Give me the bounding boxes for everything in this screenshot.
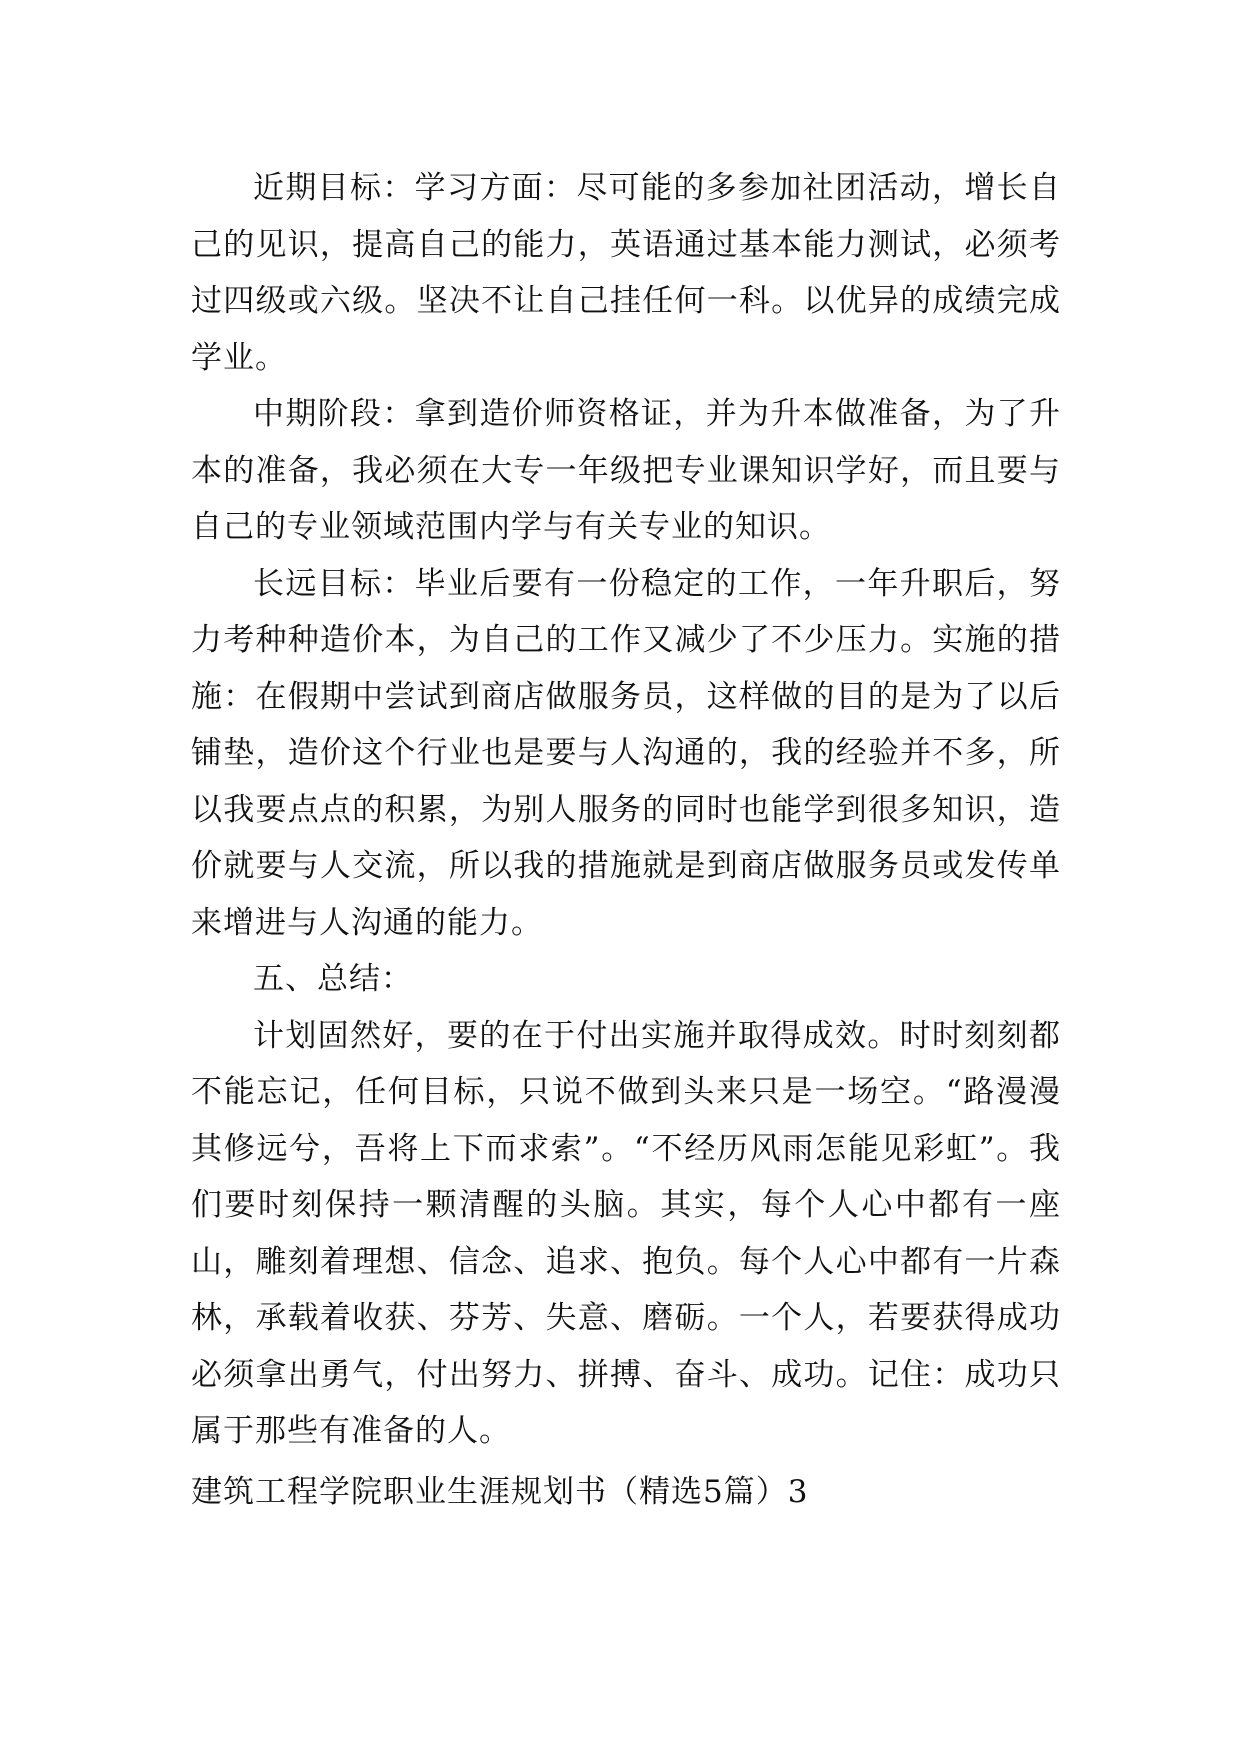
paragraph-long-term-goals: 长远目标：毕业后要有一份稳定的工作，一年升职后，努力考种种造价本，为自己的工作又减少了不少压力。实施的措施：在假期中尝试到商店做服务员，这样做的目的是为了以后铺垫，造价这个行业也是要与人沟通的，我的经验并不多，所以我要点点的积累，为别人服务的同时也能学到很多知识，造价就要与人交流，所以我的措施就是到商店做服务员或发传单来增进与人沟通的能力。 xyxy=(191,565,1061,941)
paragraph-near-term-goals: 近期目标：学习方面：尽可能的多参加社团活动，增长自己的见识，提高自己的能力，英语通过基本能力测试，必须考过四级或六级。坚决不让自己挂任何一科。以优异的成绩完成学业。 xyxy=(191,170,1061,376)
paragraph-mid-term-stage: 中期阶段：拿到造价师资格证，并为升本做准备，为了升本的准备，我必须在大专一年级把专业课知识学好，而且要与自己的专业领域范围内学与有关专业的知识。 xyxy=(191,396,1061,545)
section-heading: 建筑工程学院职业生涯规划书（精选5篇）3 xyxy=(191,1473,809,1510)
document-body xyxy=(191,160,1061,1520)
paragraph-summary-heading: 五、总结： xyxy=(253,961,413,997)
paragraph-summary: 计划固然好，要的在于付出实施并取得成效。时时刻刻都不能忘记，任何目标，只说不做到头来只是一场空。“路漫漫其修远兮，吾将上下而求索”。“不经历风雨怎能见彩虹”。我们要时刻保持一颗清醒的头脑。其实，每个人心中都有一座山，雕刻着理想、信念、追求、抱负。每个人心中都有一片森林，承载着收获、芬芳、失意、磨砺。一个人，若要获得成功必须拿出勇气，付出努力、拼搏、奋斗、成功。记住：成功只属于那些有准备的人。 xyxy=(191,1017,1061,1449)
